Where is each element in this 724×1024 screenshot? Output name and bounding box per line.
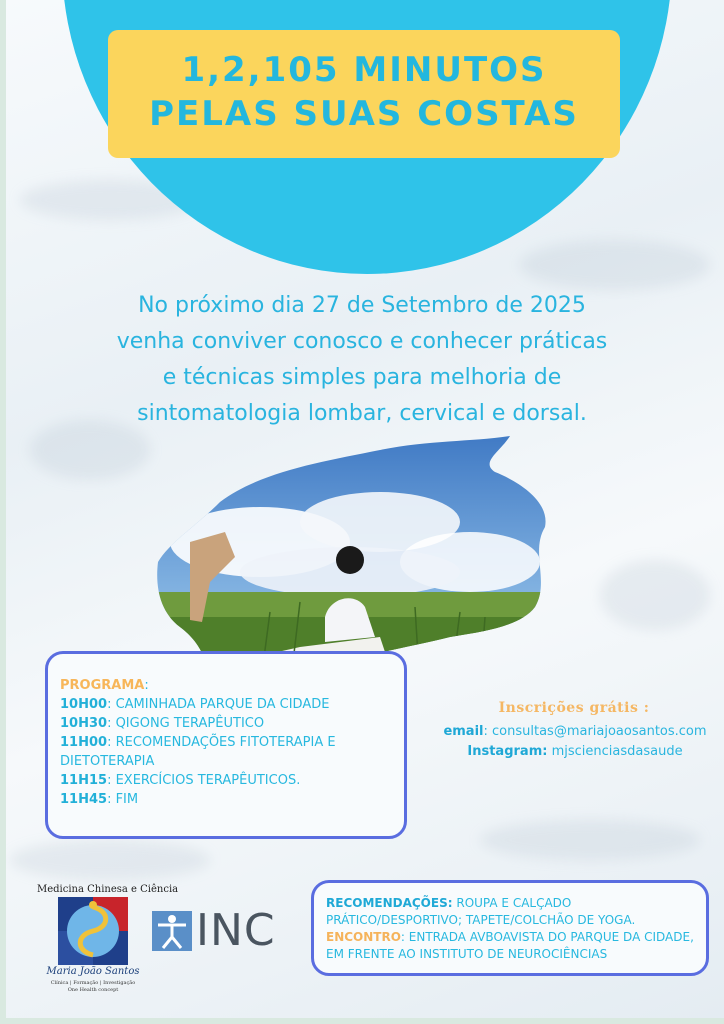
logo-subtitle <box>38 980 148 994</box>
logo-caption: Medicina Chinesa e Ciência <box>37 884 179 895</box>
programa-time: 11H45 <box>60 792 108 807</box>
programa-item: 10H30: QIGONG TERAPÊUTICO <box>60 716 265 731</box>
programa-heading: PROGRAMA <box>60 678 145 693</box>
spiral-figure-icon <box>58 897 128 965</box>
title-line-2: PELAS SUAS COSTAS <box>149 94 579 134</box>
programa-text: RECOMENDAÇÕES FITOTERAPIA E DIETOTERAPIA <box>60 735 336 769</box>
intro-text <box>60 288 664 432</box>
email-link[interactable]: consultas@mariajoaosantos.com <box>492 724 707 739</box>
encontro-text: ENTRADA AVBOAVISTA DO PARQUE DA CIDADE, EM FRENTE AO INSTITUTO DE NEUROCIÊNCIAS <box>326 930 694 961</box>
programa-time: 10H00 <box>60 697 108 712</box>
recomendacoes-text: ROUPA E CALÇADO PRÁTICO/DESPORTIVO; TAPETE/COLCHÃO DE YOGA. <box>326 896 636 927</box>
intro-line-4: sintomatologia lombar, cervical e dorsal. <box>137 401 587 426</box>
inscricoes-heading: Inscrições grátis : <box>498 700 650 716</box>
programa-item: 11H15: EXERCÍCIOS TERAPÊUTICOS. <box>60 773 301 788</box>
programa-text: EXERCÍCIOS TERAPÊUTICOS. <box>115 773 301 788</box>
programa-time: 11H00 <box>60 735 108 750</box>
programa-box: PROGRAMA: 10H00: CAMINHADA PARQUE DA CIDADE 10H30: QIGONG TERAPÊUTICO 11H00: RECOMENDAÇÕES FITOTERAPIA E DIETOTERAPIA 11H15: EXERCÍCIOS TERAPÊUTICOS. 11H45: FIM <box>45 651 407 839</box>
inc-text: INC <box>196 905 276 956</box>
contact-info: email: consultas@mariajoaosantos.com Instagram: mjscienciasdasaude <box>443 724 707 759</box>
title-line-1: 1,2,105 MINUTOS <box>181 50 547 90</box>
title-banner <box>108 30 620 158</box>
left-edge-stripe <box>0 0 6 1024</box>
intro-line-1: No próximo dia 27 de Setembro de 2025 <box>138 293 586 318</box>
human-figure-icon <box>152 911 192 951</box>
email-label: email <box>443 724 484 739</box>
intro-line-2: venha conviver conosco e conhecer práticas <box>116 329 608 354</box>
programa-item: 11H00: RECOMENDAÇÕES FITOTERAPIA E DIETOTERAPIA <box>60 735 336 769</box>
programa-item: 10H00: CAMINHADA PARQUE DA CIDADE <box>60 697 330 712</box>
logo-sub-2: One Health concept <box>67 987 119 993</box>
encontro-label: ENCONTRO <box>326 930 401 944</box>
programa-time: 10H30 <box>60 716 108 731</box>
programa-text: CAMINHADA PARQUE DA CIDADE <box>115 697 330 712</box>
programa-text: FIM <box>115 792 139 807</box>
bottom-edge-stripe <box>0 1018 724 1024</box>
intro-line-3: e técnicas simples para melhoria de <box>162 365 562 390</box>
programa-time: 11H15 <box>60 773 108 788</box>
logo-name: Maria João Santos <box>46 966 140 977</box>
inc-logo <box>152 905 294 956</box>
instagram-link[interactable]: mjscienciasdasaude <box>551 744 683 759</box>
programa-text: QIGONG TERAPÊUTICO <box>115 716 265 731</box>
instagram-label: Instagram: <box>467 744 548 759</box>
recomendacoes-box: RECOMENDAÇÕES: ROUPA E CALÇADO PRÁTICO/DESPORTIVO; TAPETE/COLCHÃO DE YOGA. ENCONTRO: ENTRADA AVBOAVISTA DO PARQUE DA CIDADE, EM FRENTE AO INSTITUTO DE NEUROCIÊNCIAS <box>311 880 709 976</box>
recomendacoes-label: RECOMENDAÇÕES: <box>326 896 453 910</box>
logo-sub-1: Clínica | Formação | Investigação <box>50 980 136 986</box>
programa-item: 11H45: FIM <box>60 792 139 807</box>
meadow-photo <box>150 432 550 688</box>
